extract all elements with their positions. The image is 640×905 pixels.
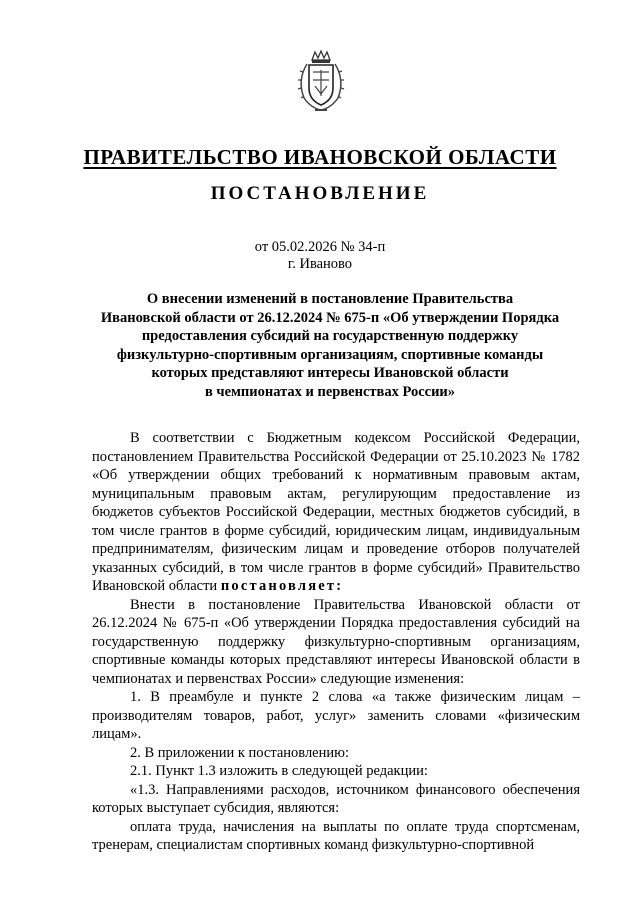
last-paragraph: оплата труда, начисления на выплаты по оплате труда спортсменам, тренерам, специалистам спортивных команд физкультурно-спортивной	[92, 818, 580, 853]
date-number: от 05.02.2026 № 34-п	[254, 239, 386, 255]
intro-paragraph: Внести в постановление Правительства Ивановской области от 26.12.2024 № 675-п «Об утверждении Порядка предоставления субсидий на государственную поддержку физкультурно-спортивным организациям, спортивные команды которых представляют интересы Ивановской области в чемпионатах и первенствах России» следующие изменения:	[92, 596, 580, 687]
document-subject	[60, 290, 600, 401]
subject-line: О внесении изменений в постановление Правительства	[146, 291, 514, 307]
item-2-1-paragraph: 2.1. Пункт 1.3 изложить в следующей редакции:	[130, 763, 428, 779]
subject-line: предоставления субсидий на государственную поддержку	[141, 328, 519, 344]
coat-of-arms-icon	[295, 50, 347, 116]
city: г. Иваново	[287, 256, 353, 272]
document-type: ПОСТАНОВЛЕНИЕ	[210, 183, 430, 204]
subject-line: в чемпионатах и первенствах России»	[204, 383, 456, 400]
preamble-paragraph: В соответствии с Бюджетным кодексом Российской Федерации, постановлением Правительства Российской Федерации от 25.10.2023 № 1782 «Об утверждении общих требований к нормативным правовым актам, муниципальным правовым актам, регулирующим предоставление из бюджетов субъектов Российской Федерации, местных бюджетов субсидий, в том числе грантов в форме субсидий, юридическим лицам, индивидуальным предпринимателям, физическим лицам и проведение отборов получателей указанных субсидий, в том числе грантов в форме субсидий» Правительство Ивановской области постановляет:	[92, 430, 580, 594]
item-1-3-paragraph: «1.3. Направлениями расходов, источником финансового обеспечения которых выступает субсидия, являются:	[92, 781, 580, 816]
document-body	[92, 429, 580, 855]
document-meta	[0, 239, 640, 273]
decree-word: постановляет:	[220, 578, 344, 594]
subject-line: которых представляют интересы Ивановской области	[151, 365, 509, 381]
subject-line: физкультурно-спортивным организациям, спортивные команды	[116, 346, 544, 363]
subject-line: Ивановской области от 26.12.2024 № 675-п «Об утверждении Порядка	[100, 309, 560, 326]
item-2-paragraph: 2. В приложении к постановлению:	[130, 744, 350, 761]
organization-title: ПРАВИТЕЛЬСТВО ИВАНОВСКОЙ ОБЛАСТИ	[83, 145, 557, 169]
item-1-paragraph: 1. В преамбуле и пункте 2 слова «а также физическим лицам – производителям товаров, работ, услуг» заменить словами «физическим лицам».	[92, 689, 580, 742]
